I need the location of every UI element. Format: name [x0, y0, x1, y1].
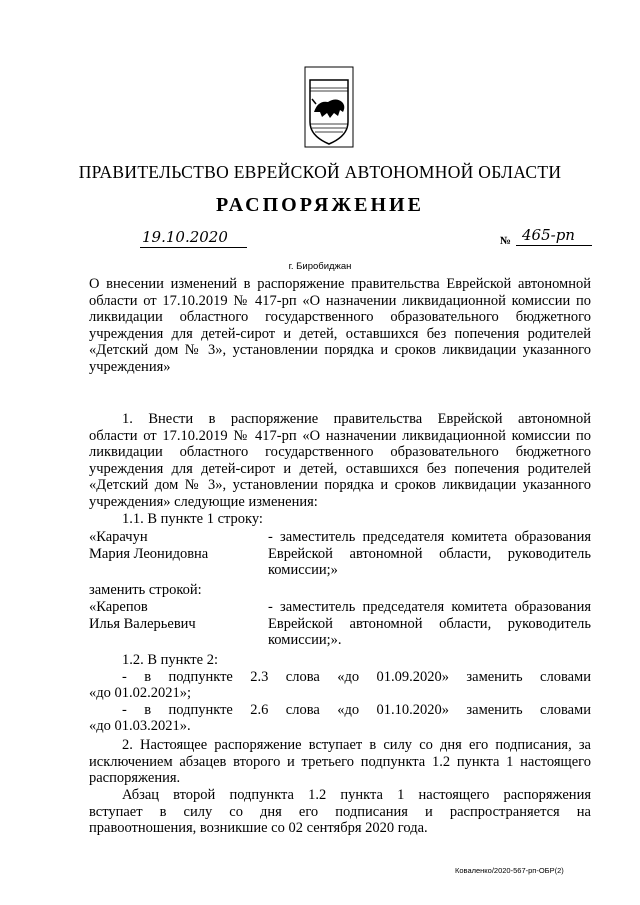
- title-line: «Детский дом № 3», установлении порядка и сроков ликвидации указанного: [89, 342, 591, 359]
- tiger-emblem-icon: [304, 66, 354, 148]
- paragraph-line: области от 17.10.2019 № 417-рп «О назначении ликвидационной комиссии по: [89, 427, 591, 444]
- number-label: №: [500, 235, 512, 247]
- paragraph-1: [89, 411, 591, 527]
- title-line: учреждения»: [89, 358, 171, 375]
- title-line: учреждения для детей-сирот и детей, оставшихся без попечения родителей: [89, 325, 591, 342]
- paragraph-line: 1. Внести в распоряжение правительства Еврейской автономной: [122, 411, 591, 427]
- new-entry-role: - заместитель председателя комитета образования Еврейской автономной области, руководитель комиссии;».: [268, 599, 591, 649]
- title-line: О внесении изменений в распоряжение правительства Еврейской автономной: [89, 276, 591, 292]
- paragraph-3: Абзац второй подпункта 1.2 пункта 1 настоящего распоряжения вступает в силу со дня его подписания и распространяется на правоотношения, возникшие со 02 сентября 2020 года.: [89, 787, 591, 837]
- document-date: 19.10.2020: [140, 228, 247, 248]
- paragraph-line: «Детский дом № 3», установлении порядка и сроков ликвидации указанного: [89, 477, 591, 494]
- coat-of-arms: [304, 66, 354, 148]
- old-entry-name: «Карачун Мария Леонидовна: [89, 529, 209, 562]
- new-entry-name: «Карепов Илья Валерьевич: [89, 599, 196, 632]
- title-line: ликвидации областного государственного образовательного бюджетного: [89, 309, 591, 326]
- subpoint-1-2: 1.2. В пункте 2: - в подпункте 2.3 слова «до 01.09.2020» заменить словами «до 01.02.2021»; - в подпункте 2.6 слова «до 01.10.2020» заменить словами «до 01.03.2021».: [89, 652, 591, 735]
- subpoint-item: «до 01.02.2021»;: [89, 685, 192, 702]
- replace-label: заменить строкой:: [89, 582, 202, 598]
- paragraph-2: 2. Настоящее распоряжение вступает в силу со дня его подписания, за исключением абзацев второго и третьего подпункта 1.2 пункта 1 настоящего распоряжения.: [89, 737, 591, 787]
- subpoint-1-1: 1.1. В пункте 1 строку:: [122, 510, 263, 527]
- title-line: области от 17.10.2019 № 417-рп «О назначении ликвидационной комиссии по: [89, 292, 591, 309]
- paragraph-line: ликвидации областного государственного образовательного бюджетного: [89, 444, 591, 461]
- old-entry-role: - заместитель председателя комитета образования Еврейской автономной области, руководитель комиссии;»: [268, 529, 591, 579]
- city: г. Биробиджан: [288, 261, 352, 272]
- paragraph-line: учреждения» следующие изменения:: [89, 493, 318, 510]
- subpoint-item: - в подпункте 2.3 слова «до 01.09.2020» заменить словами: [122, 668, 591, 685]
- document-number: 465-рп: [516, 226, 592, 246]
- footer-reference: Коваленко/2020-567-рп-ОБР(2): [455, 866, 564, 875]
- subpoint-item: «до 01.03.2021».: [89, 718, 191, 735]
- subpoint-item: - в подпункте 2.6 слова «до 01.10.2020» заменить словами: [122, 701, 591, 718]
- document-title: [89, 276, 591, 376]
- paragraph-line: учреждения для детей-сирот и детей, оставшихся без попечения родителей: [89, 460, 591, 477]
- document-type: РАСПОРЯЖЕНИЕ: [216, 194, 424, 216]
- government-name: ПРАВИТЕЛЬСТВО ЕВРЕЙСКОЙ АВТОНОМНОЙ ОБЛАСТИ: [78, 162, 562, 182]
